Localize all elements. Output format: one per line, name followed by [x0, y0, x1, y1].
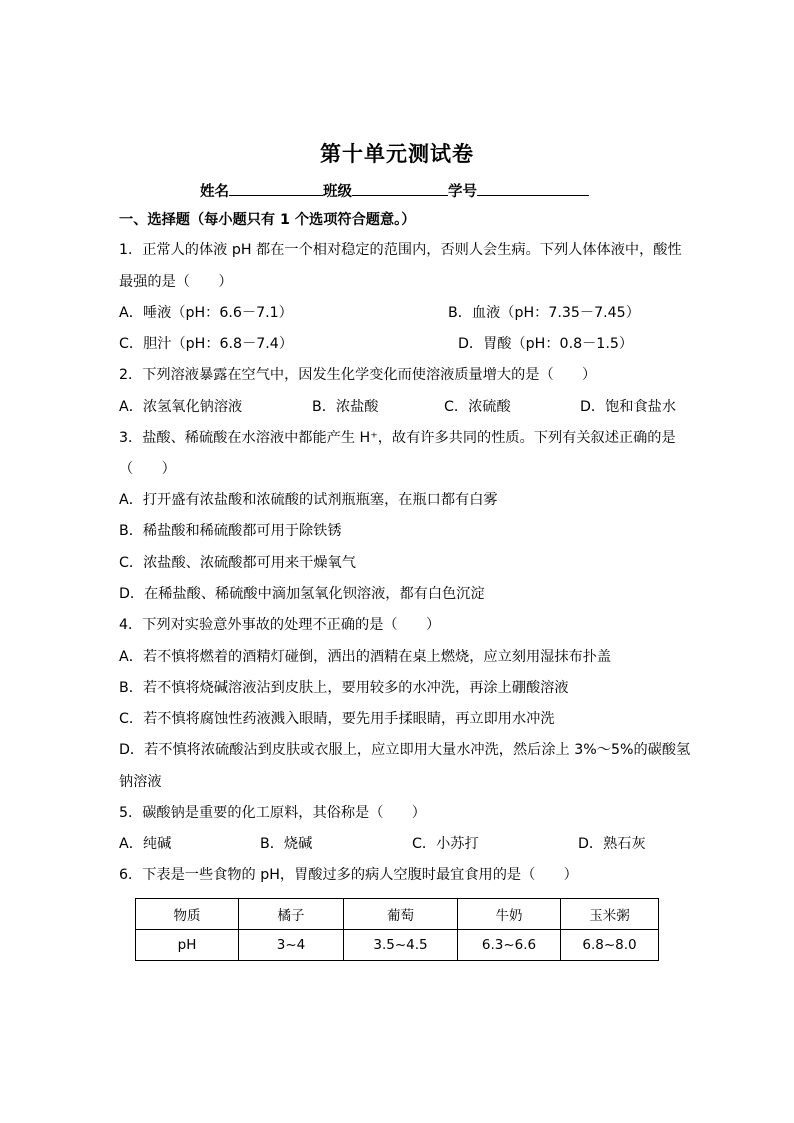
table-cell: 6.3~6.6: [458, 930, 561, 961]
q5-option-b[interactable]: B．烧碱: [260, 836, 313, 852]
section-heading: 一、选择题（每小题只有 1 个选项符合题意。）: [119, 212, 416, 228]
q6-stem: 6．下表是一些食物的 pH，胃酸过多的病人空腹时最宜食用的是（ ）: [119, 867, 578, 883]
page-title: 第十单元测试卷: [320, 141, 474, 166]
table-header-cell: 橘子: [239, 899, 344, 930]
q5-option-d[interactable]: D．熟石灰: [578, 836, 646, 852]
class-label: 班级: [323, 184, 352, 200]
q2-stem: 2．下列溶液暴露在空气中，因发生化学变化而使溶液质量增大的是（ ）: [119, 367, 597, 383]
q2-option-b[interactable]: B．浓盐酸: [312, 399, 379, 415]
table-header-row: [136, 899, 659, 930]
class-blank[interactable]: [352, 181, 448, 196]
table-cell: 6.8~8.0: [561, 930, 659, 961]
q2-option-d[interactable]: D．饱和食盐水: [580, 399, 677, 415]
id-label: 学号: [448, 184, 477, 200]
table-header-cell: 玉米粥: [561, 899, 659, 930]
q4-option-a[interactable]: A．若不慎将燃着的酒精灯碰倒，洒出的酒精在桌上燃烧，应立刻用湿抹布扑盖: [119, 649, 612, 665]
food-ph-table: [135, 898, 659, 961]
q3-option-d[interactable]: D．在稀盐酸、稀硫酸中滴加氢氧化钡溶液，都有白色沉淀: [119, 586, 485, 602]
q4-option-d-line2[interactable]: 钠溶液: [119, 774, 162, 790]
name-label: 姓名: [200, 184, 229, 200]
q2-option-a[interactable]: A．浓氢氧化钠溶液: [119, 399, 243, 415]
q3-option-c[interactable]: C．浓盐酸、浓硫酸都可用来干燥氧气: [119, 555, 356, 571]
q3-stem-line1: 3．盐酸、稀硫酸在水溶液中都能产生 H⁺，故有许多共同的性质。下列有关叙述正确的是: [119, 430, 676, 446]
name-blank[interactable]: [229, 181, 323, 196]
q4-option-c[interactable]: C．若不慎将腐蚀性药液溅入眼睛，要先用手揉眼睛，再立即用水冲洗: [119, 711, 555, 727]
q3-stem-line2: （ ）: [119, 461, 176, 477]
q5-option-c[interactable]: C．小苏打: [412, 836, 479, 852]
q1-option-c[interactable]: C．胆汁（pH：6.8－7.4）: [119, 336, 294, 352]
table-cell: 3~4: [239, 930, 344, 961]
table-cell: 3.5~4.5: [344, 930, 458, 961]
student-info-line: [200, 180, 589, 201]
q5-stem: 5．碳酸钠是重要的化工原料，其俗称是（ ）: [119, 805, 426, 821]
q1-option-a[interactable]: A．唾液（pH：6.6－7.1）: [119, 305, 293, 321]
table-header-cell: 牛奶: [458, 899, 561, 930]
table-header-cell: 葡萄: [344, 899, 458, 930]
table-cell: pH: [136, 930, 239, 961]
q1-option-b[interactable]: B．血液（pH：7.35－7.45）: [448, 305, 640, 321]
q4-option-b[interactable]: B．若不慎将烧碱溶液沾到皮肤上，要用较多的水冲洗，再涂上硼酸溶液: [119, 680, 569, 696]
q1-stem-line2: 最强的是（ ）: [119, 274, 233, 290]
q2-option-c[interactable]: C．浓硫酸: [444, 399, 511, 415]
table-header-cell: 物质: [136, 899, 239, 930]
id-blank[interactable]: [477, 181, 589, 196]
q4-option-d-line1[interactable]: D．若不慎将浓硫酸沾到皮肤或衣服上，应立即用大量水冲洗，然后涂上 3%～5%的碳酸氢: [119, 742, 691, 758]
q1-stem-line1: 1．正常人的体液 pH 都在一个相对稳定的范围内，否则人会生病。下列人体体液中，酸性: [119, 242, 682, 258]
q3-option-a[interactable]: A．打开盛有浓盐酸和浓硫酸的试剂瓶瓶塞，在瓶口都有白雾: [119, 492, 498, 508]
q5-option-a[interactable]: A．纯碱: [119, 836, 172, 852]
table-row: [136, 930, 659, 961]
q1-option-d[interactable]: D．胃酸（pH：0.8－1.5）: [458, 336, 634, 352]
q4-stem: 4．下列对实验意外事故的处理不正确的是（ ）: [119, 617, 441, 633]
q3-option-b[interactable]: B．稀盐酸和稀硫酸都可用于除铁锈: [119, 523, 342, 539]
